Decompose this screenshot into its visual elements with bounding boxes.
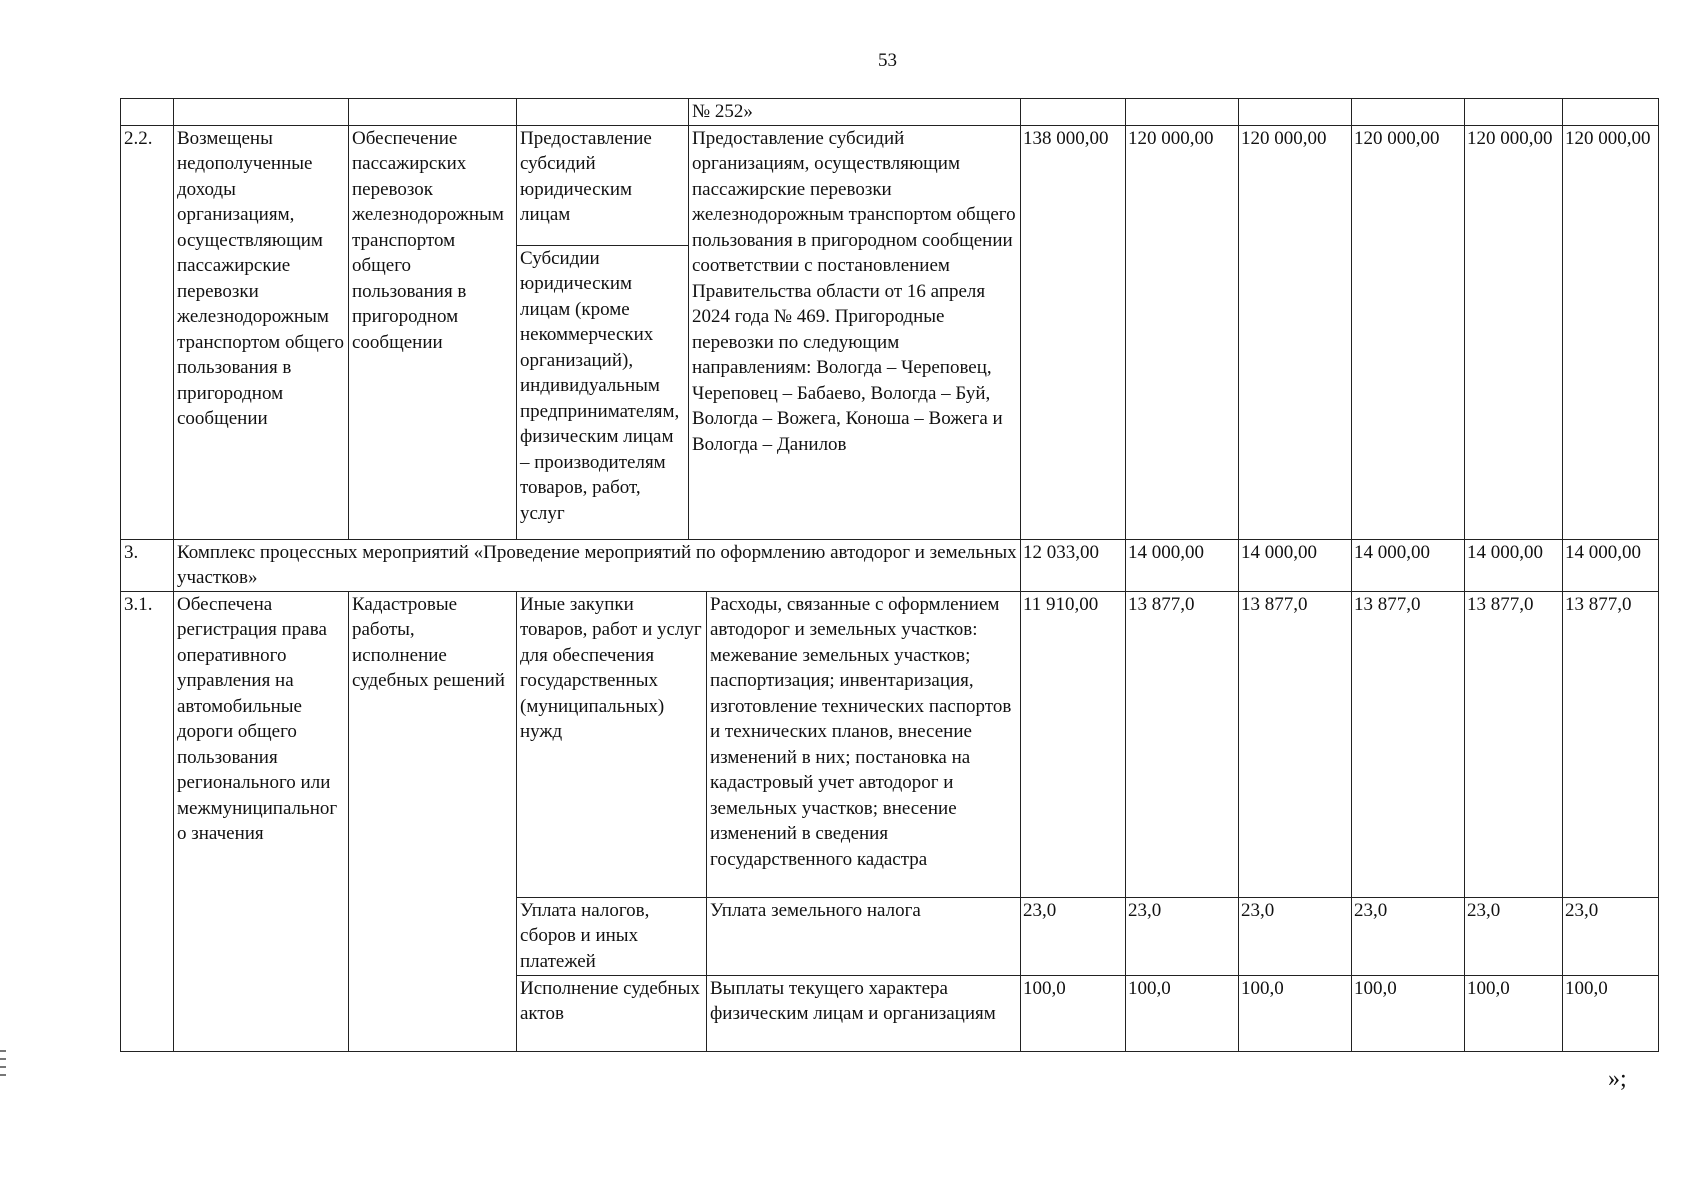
- cell-value: 14 000,00: [1465, 539, 1563, 591]
- cell-description: Предоставление субсидий организациям, осуществляющим пассажирские перевозки железнодорожным транспортом общего пользования в пригородном сообщении соответствии с постановлением Правительства области от 16 апреля 2024 года № 469. Пригородные перевозки по следующим направлениям: Вологда – Череповец, Череповец – Бабаево, Вологда – Буй, Вологда – Вожега, Коноша – Вожега и Вологда – Данилов: [689, 125, 1021, 539]
- cell-value: 23,0: [1126, 897, 1239, 975]
- cell-value: [1465, 99, 1563, 126]
- cell-value: 23,0: [1239, 897, 1352, 975]
- cell-value: 120 000,00: [1239, 125, 1352, 539]
- cell-number: [121, 99, 174, 126]
- closing-quote-mark: »;: [1608, 1066, 1627, 1092]
- cell-value: 13 877,0: [1239, 591, 1352, 897]
- cell-value: 12 033,00: [1021, 539, 1126, 591]
- scan-margin-marks: [0, 1050, 6, 1082]
- cell-value: 14 000,00: [1352, 539, 1465, 591]
- cell-value: 23,0: [1563, 897, 1659, 975]
- cell-value: 120 000,00: [1352, 125, 1465, 539]
- cell-value: 100,0: [1352, 975, 1465, 1051]
- table-row-2-2: [121, 125, 1659, 245]
- cell-expense-type: Предоставление субсидий юридическим лицам: [517, 125, 689, 245]
- cell-value: [1563, 99, 1659, 126]
- cell-value: 120 000,00: [1126, 125, 1239, 539]
- cell-value: 23,0: [1465, 897, 1563, 975]
- cell-value: 138 000,00: [1021, 125, 1126, 539]
- cell-result: [174, 99, 349, 126]
- cell-value: [1126, 99, 1239, 126]
- cell-value: 14 000,00: [1239, 539, 1352, 591]
- table-row-3: [121, 539, 1659, 591]
- cell-value: 100,0: [1126, 975, 1239, 1051]
- cell-value: 13 877,0: [1126, 591, 1239, 897]
- cell-value: [1239, 99, 1352, 126]
- cell-complex-title: Комплекс процессных мероприятий «Проведение мероприятий по оформлению автодорог и земельных участков»: [174, 539, 1021, 591]
- cell-value: 100,0: [1021, 975, 1126, 1051]
- cell-expense-type: Субсидии юридическим лицам (кроме некоммерческих организаций), индивидуальным предпринимателям, физическим лицам – производителям товаров, работ, услуг: [517, 245, 689, 539]
- cell-characteristic: Кадастровые работы, исполнение судебных решений: [349, 591, 517, 1051]
- cell-value: [1021, 99, 1126, 126]
- cell-value: 13 877,0: [1563, 591, 1659, 897]
- cell-description: Уплата земельного налога: [707, 897, 1021, 975]
- cell-description: Выплаты текущего характера физическим лицам и организациям: [707, 975, 1021, 1051]
- cell-value: 100,0: [1239, 975, 1352, 1051]
- cell-description: № 252»: [689, 99, 1021, 126]
- cell-expense-type: Уплата налогов, сборов и иных платежей: [517, 897, 707, 975]
- cell-value: 13 877,0: [1352, 591, 1465, 897]
- cell-value: 23,0: [1352, 897, 1465, 975]
- budget-table: [120, 98, 1659, 1052]
- cell-value: 13 877,0: [1465, 591, 1563, 897]
- cell-expense-type: Иные закупки товаров, работ и услуг для обеспечения государственных (муниципальных) нужд: [517, 591, 707, 897]
- cell-number: 2.2.: [121, 125, 174, 539]
- cell-value: [1352, 99, 1465, 126]
- cell-value: 100,0: [1465, 975, 1563, 1051]
- table-row-3-1: [121, 591, 1659, 897]
- cell-value: 120 000,00: [1563, 125, 1659, 539]
- cell-description: Расходы, связанные с оформлением автодорог и земельных участков: межевание земельных участков; паспортизация; инвентаризация, изготовление технических паспортов и технических планов, внесение изменений в них; постановка на кадастровый учет автодорог и земельных участков; внесение изменений в сведения государственного кадастра: [707, 591, 1021, 897]
- cell-value: 11 910,00: [1021, 591, 1126, 897]
- cell-value: 14 000,00: [1563, 539, 1659, 591]
- table-row-continuation: [121, 99, 1659, 126]
- cell-expense-type: [517, 99, 689, 126]
- cell-result: Обеспечена регистрация права оперативного управления на автомобильные дороги общего пользования регионального или межмуниципального значения: [174, 591, 349, 1051]
- cell-value: 100,0: [1563, 975, 1659, 1051]
- cell-expense-type: Исполнение судебных актов: [517, 975, 707, 1051]
- cell-characteristic: Обеспечение пассажирских перевозок железнодорожным транспортом общего пользования в пригородном сообщении: [349, 125, 517, 539]
- cell-value: 23,0: [1021, 897, 1126, 975]
- page-number: 53: [878, 50, 897, 71]
- cell-result: Возмещены недополученные доходы организациям, осуществляющим пассажирские перевозки железнодорожным транспортом общего пользования в пригородном сообщении: [174, 125, 349, 539]
- cell-number: 3.1.: [121, 591, 174, 1051]
- cell-characteristic: [349, 99, 517, 126]
- cell-number: 3.: [121, 539, 174, 591]
- cell-value: 14 000,00: [1126, 539, 1239, 591]
- cell-value: 120 000,00: [1465, 125, 1563, 539]
